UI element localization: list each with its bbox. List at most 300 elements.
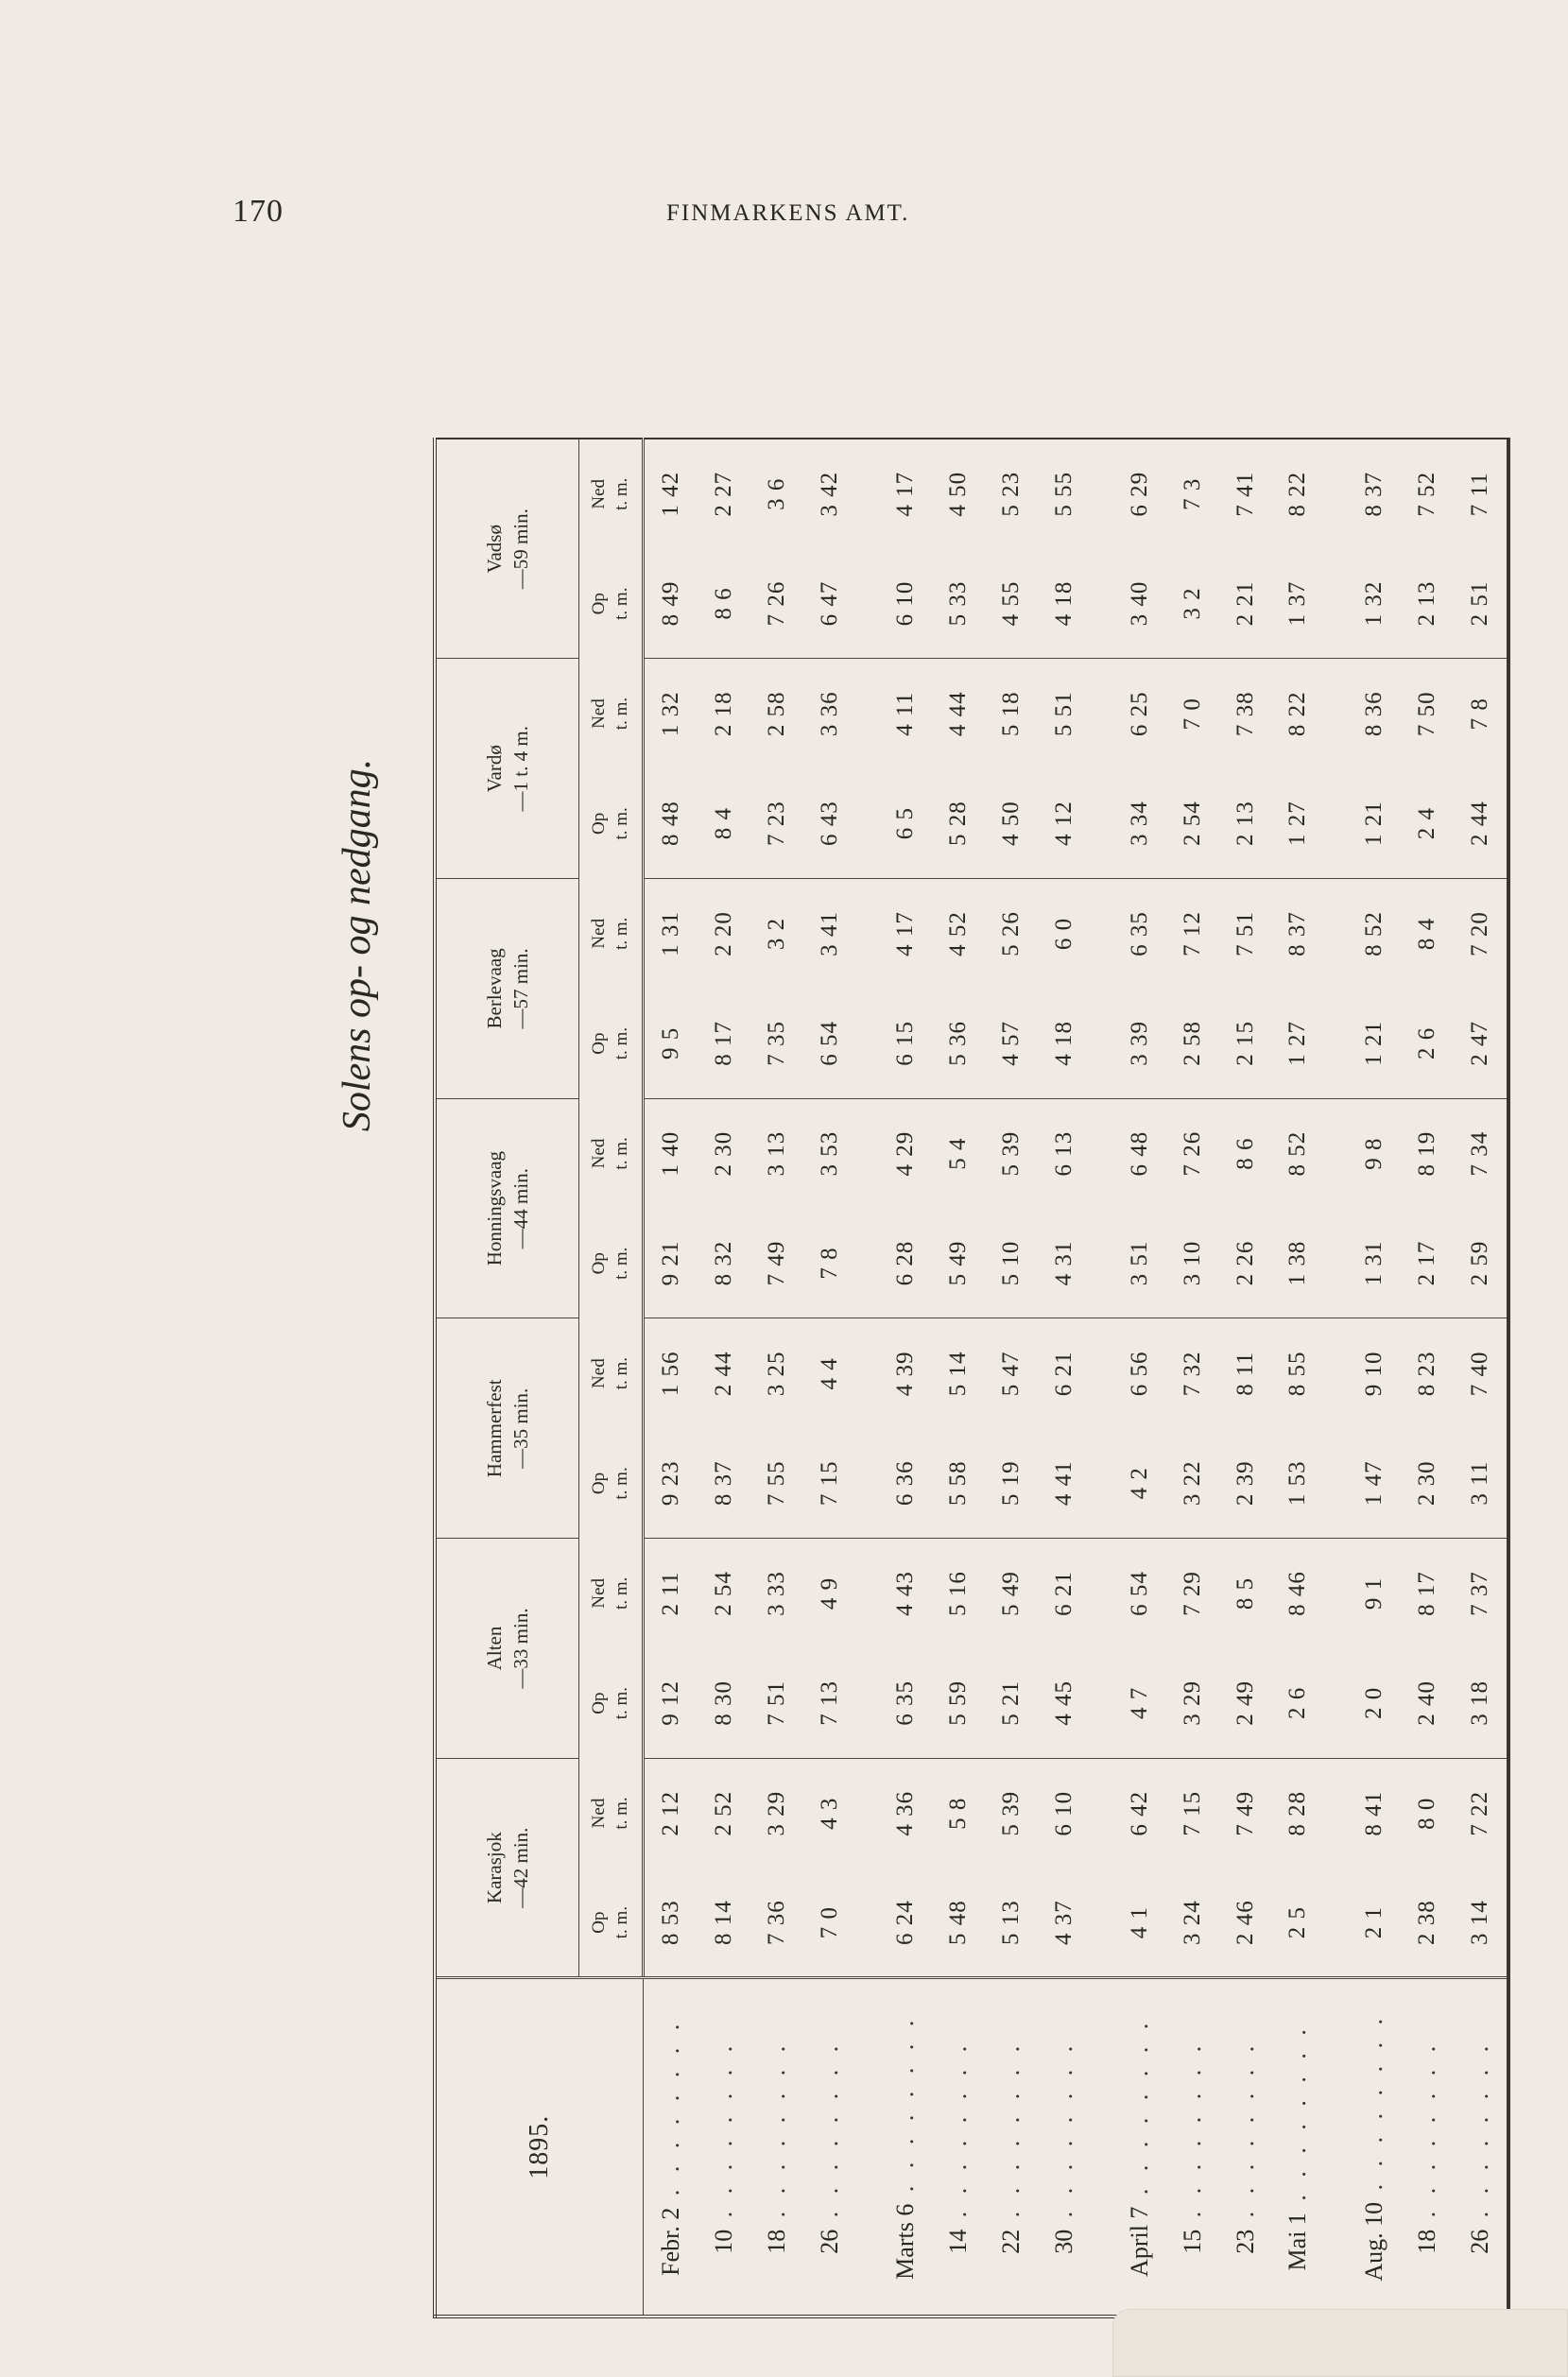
sunrise-time-cell: 6 36 [879, 1428, 932, 1538]
date-cell [1219, 1978, 1272, 2317]
sunrise-time-cell: 4 57 [985, 989, 1038, 1098]
sunrise-time-cell: 5 13 [985, 1869, 1038, 1978]
sunset-time-cell: 8 23 [1413, 1351, 1439, 1397]
spacer-cell [856, 989, 879, 1098]
sunrise-time-cell: 7 13 [803, 1648, 856, 1758]
date-label: 22 [996, 2229, 1025, 2254]
sunset-time-cell: 6 25 [1126, 691, 1152, 737]
sunrise-time-cell: 2 38 [1401, 1869, 1454, 1978]
spacer-cell [1091, 439, 1113, 549]
date-cell [1038, 1978, 1091, 2317]
sunset-time-cell: 3 36 [816, 691, 842, 737]
location-time-offset: —44 min. [509, 1168, 532, 1249]
sunset-time-cell: 8 41 [1360, 1790, 1387, 1836]
sunset-time-cell: 6 42 [1126, 1790, 1152, 1836]
location-time-offset: —1 t. 4 m. [509, 726, 532, 812]
leader-dots: . . . . . . . . [1049, 2040, 1077, 2230]
column-label: Op [589, 1032, 610, 1055]
table-row [879, 439, 932, 2317]
table-row [644, 439, 698, 2317]
sunrise-time-cell: 3 51 [1113, 1209, 1166, 1318]
column-label: Ned [589, 1798, 610, 1829]
sunrise-time-cell: 7 0 [803, 1869, 856, 1978]
table-caption: Solens op- og nedgang. [336, 758, 379, 1132]
sunrise-time-cell: 3 22 [1166, 1428, 1219, 1538]
sunset-time-cell: 2 12 [658, 1790, 684, 1836]
location-name: Vardø [482, 745, 506, 793]
spacer-cell [856, 1648, 879, 1758]
date-label: Marts 6 [891, 2203, 920, 2280]
table-row [803, 439, 856, 2317]
sunset-time-cell: 7 15 [1179, 1790, 1205, 1836]
spacer-cell [1091, 1318, 1113, 1428]
op-column-header [579, 1428, 644, 1538]
location-header [435, 659, 579, 879]
ned-column-header [579, 879, 644, 989]
sunrise-time-cell: 2 4 [1401, 768, 1454, 878]
sunset-time-cell: 9 8 [1360, 1137, 1387, 1170]
sunset-time-cell: 3 13 [764, 1130, 790, 1177]
sunset-time-cell: 3 6 [764, 477, 790, 510]
location-header [435, 1318, 579, 1539]
column-units: t. m. [612, 1576, 631, 1610]
sunrise-time-cell: 3 40 [1113, 549, 1166, 659]
spacer-cell [1091, 1209, 1113, 1318]
location-time-offset: —59 min. [509, 508, 532, 590]
sunrise-time-cell: 5 58 [932, 1428, 985, 1538]
column-label: Op [589, 812, 610, 835]
column-label: Ned [589, 1358, 610, 1388]
spacer-cell [1324, 1758, 1347, 1868]
sunrise-time-cell: 7 35 [750, 989, 803, 1098]
sunset-time-cell: 4 39 [892, 1351, 919, 1397]
group-spacer [1091, 439, 1113, 2317]
sunrise-time-cell: 4 1 [1113, 1869, 1166, 1978]
sunrise-time-cell: 5 21 [985, 1648, 1038, 1758]
sunrise-time-cell: 4 50 [985, 768, 1038, 878]
sunrise-time-cell: 6 24 [879, 1869, 932, 1978]
sunset-time-cell: 7 8 [1466, 698, 1492, 731]
date-label: 10 [710, 2229, 738, 2254]
spacer-cell [1324, 989, 1347, 1098]
column-units: t. m. [612, 917, 631, 950]
sunset-time-cell: 4 43 [892, 1571, 919, 1616]
sunrise-time-cell: 5 59 [932, 1648, 985, 1758]
sunset-time-cell: 2 30 [711, 1130, 737, 1177]
sunrise-time-cell: 8 6 [698, 549, 750, 659]
leader-dots: . . . . . . . . [763, 2040, 791, 2230]
sunrise-time-cell: 8 53 [644, 1869, 698, 1978]
spacer-cell [856, 1758, 879, 1868]
sunset-time-cell: 2 58 [764, 691, 790, 737]
spacer-cell [1324, 1869, 1347, 1978]
leader-dots: . . . . . . . . [891, 2014, 920, 2204]
date-cell [1272, 1978, 1325, 2317]
sunrise-time-cell: 7 23 [750, 768, 803, 878]
table-header-locations [435, 439, 579, 2317]
group-spacer [856, 439, 879, 2317]
location-name: Hammerfest [482, 1379, 506, 1478]
column-units: t. m. [612, 1797, 631, 1830]
spacer-cell [1091, 989, 1113, 1098]
sunset-time-cell: 8 37 [1360, 471, 1387, 517]
sunrise-time-cell: 2 6 [1401, 989, 1454, 1098]
sunset-time-cell: 7 34 [1466, 1130, 1492, 1177]
sunrise-time-cell: 1 37 [1272, 549, 1325, 659]
sunset-time-cell: 7 38 [1232, 691, 1258, 737]
spacer-cell [1091, 1758, 1113, 1868]
leader-dots: . . . . . . . . [1412, 2040, 1440, 2230]
sunrise-time-cell: 1 27 [1272, 768, 1325, 878]
sunrise-time-cell: 5 19 [985, 1428, 1038, 1538]
sunrise-time-cell: 1 32 [1348, 549, 1401, 659]
spacer-cell [856, 1318, 879, 1428]
date-label: 26 [1465, 2229, 1493, 2254]
sunrise-time-cell: 8 14 [698, 1869, 750, 1978]
sunset-time-cell: 4 50 [944, 471, 971, 517]
sunrise-time-cell: 8 32 [698, 1209, 750, 1318]
sunset-time-cell: 8 0 [1413, 1797, 1439, 1830]
sunset-time-cell: 1 42 [658, 471, 684, 517]
spacer-cell [1324, 1209, 1347, 1318]
table-row [1038, 439, 1091, 2317]
sunset-time-cell: 5 47 [997, 1351, 1024, 1397]
leader-dots: . . . . . . . . [1465, 2040, 1493, 2230]
sunrise-time-cell: 8 4 [698, 768, 750, 878]
sunrise-time-cell: 3 34 [1113, 768, 1166, 878]
date-label: Aug. 10 [1359, 2201, 1387, 2282]
column-units: t. m. [612, 1467, 631, 1500]
sunset-time-cell: 2 44 [711, 1351, 737, 1397]
op-column-header [579, 1648, 644, 1758]
ned-column-header [579, 1098, 644, 1208]
leader-dots: . . . . . . . . [1359, 2012, 1387, 2202]
column-label: Op [589, 593, 610, 615]
sunset-time-cell: 9 1 [1360, 1576, 1387, 1611]
sunrise-time-cell: 2 49 [1219, 1648, 1272, 1758]
table-row [1113, 439, 1166, 2317]
paper-stain [1112, 2309, 1568, 2377]
sunset-time-cell: 6 10 [1050, 1790, 1077, 1836]
location-time-offset: —35 min. [509, 1387, 532, 1469]
op-column-header [579, 768, 644, 878]
sunrise-time-cell: 5 10 [985, 1209, 1038, 1318]
column-units: t. m. [612, 1026, 631, 1060]
sunrise-time-cell: 2 6 [1272, 1648, 1325, 1758]
sunset-time-cell: 4 3 [816, 1797, 842, 1830]
location-time-offset: —57 min. [509, 948, 532, 1029]
sunset-time-cell: 8 52 [1284, 1130, 1311, 1177]
sunrise-time-cell: 6 5 [879, 768, 932, 878]
sunrise-sunset-table [433, 438, 1510, 2318]
spacer-cell [856, 1539, 879, 1648]
sunset-time-cell: 5 26 [997, 911, 1024, 956]
sunset-time-cell: 5 55 [1050, 471, 1077, 517]
sunset-time-cell: 8 17 [1413, 1571, 1439, 1616]
spacer-cell [856, 1978, 879, 2317]
sunset-time-cell: 8 46 [1284, 1571, 1311, 1616]
sunset-time-cell: 7 20 [1466, 911, 1492, 956]
table-row [1348, 439, 1401, 2317]
sunset-time-cell: 7 29 [1179, 1571, 1205, 1616]
date-cell [1166, 1978, 1219, 2317]
date-cell [1348, 1978, 1401, 2317]
sunrise-time-cell: 3 39 [1113, 989, 1166, 1098]
sunrise-time-cell: 7 15 [803, 1428, 856, 1538]
column-units: t. m. [612, 1686, 631, 1720]
sunrise-time-cell: 7 26 [750, 549, 803, 659]
sunset-time-cell: 5 49 [997, 1571, 1024, 1616]
group-spacer [1324, 439, 1347, 2317]
sunset-time-cell: 8 28 [1284, 1790, 1311, 1836]
sunset-time-cell: 7 52 [1413, 471, 1439, 517]
ned-column-header [579, 659, 644, 768]
column-units: t. m. [612, 807, 631, 840]
location-name: Honningsvaag [482, 1150, 506, 1266]
sunrise-time-cell: 1 53 [1272, 1428, 1325, 1538]
column-units: t. m. [612, 697, 631, 731]
date-cell [750, 1978, 803, 2317]
sunset-time-cell: 8 52 [1360, 911, 1387, 956]
sunset-time-cell: 8 37 [1284, 911, 1311, 956]
spacer-cell [1324, 439, 1347, 549]
sunrise-time-cell: 2 13 [1219, 768, 1272, 878]
column-units: t. m. [612, 1247, 631, 1280]
ned-column-header [579, 439, 644, 549]
sunset-time-cell: 5 23 [997, 471, 1024, 517]
sunrise-time-cell: 4 37 [1038, 1869, 1091, 1978]
date-label: April 7 [1125, 2206, 1153, 2277]
sunset-time-cell: 8 11 [1232, 1351, 1258, 1396]
sunset-time-cell: 8 36 [1360, 691, 1387, 737]
sunset-time-cell: 6 29 [1126, 471, 1152, 517]
sunrise-time-cell: 7 55 [750, 1428, 803, 1538]
column-label: Ned [589, 698, 610, 729]
sunset-time-cell: 7 41 [1232, 471, 1258, 517]
date-label: Febr. 2 [656, 2207, 684, 2276]
spacer-cell [1324, 1978, 1347, 2317]
spacer-cell [856, 1098, 879, 1208]
spacer-cell [1091, 768, 1113, 878]
sunrise-time-cell: 6 54 [803, 989, 856, 1098]
sunset-time-cell: 7 12 [1179, 911, 1205, 956]
date-cell [985, 1978, 1038, 2317]
sunset-time-cell: 7 11 [1466, 472, 1492, 517]
sunset-time-cell: 2 20 [711, 911, 737, 956]
sunset-time-cell: 5 4 [944, 1137, 971, 1170]
sunset-time-cell: 1 40 [658, 1130, 684, 1177]
sunrise-time-cell: 7 49 [750, 1209, 803, 1318]
sunrise-time-cell: 1 47 [1348, 1428, 1401, 1538]
sunrise-time-cell: 6 47 [803, 549, 856, 659]
date-label: 30 [1049, 2229, 1077, 2254]
sunset-time-cell: 5 16 [944, 1571, 971, 1616]
sunrise-time-cell: 9 12 [644, 1648, 698, 1758]
sunset-time-cell: 7 51 [1232, 911, 1258, 956]
sunset-time-cell: 2 11 [658, 1571, 684, 1616]
sunset-time-cell: 8 55 [1284, 1351, 1311, 1397]
sunrise-time-cell: 1 27 [1272, 989, 1325, 1098]
spacer-cell [1324, 768, 1347, 878]
sunrise-time-cell: 6 15 [879, 989, 932, 1098]
table-row [1401, 439, 1454, 2317]
date-cell [1401, 1978, 1454, 2317]
column-label: Op [589, 1692, 610, 1714]
ned-column-header [579, 1318, 644, 1428]
date-cell [698, 1978, 750, 2317]
sunset-time-cell: 4 29 [892, 1130, 919, 1177]
table-row [750, 439, 803, 2317]
column-label: Ned [589, 918, 610, 949]
table-row [932, 439, 985, 2317]
date-cell [803, 1978, 856, 2317]
sunrise-time-cell: 6 43 [803, 768, 856, 878]
sunrise-time-cell: 1 21 [1348, 989, 1401, 1098]
spacer-cell [856, 439, 879, 549]
column-label: Ned [589, 1138, 610, 1169]
sunrise-time-cell: 2 21 [1219, 549, 1272, 659]
sunrise-time-cell: 6 28 [879, 1209, 932, 1318]
date-label: 23 [1231, 2229, 1259, 2254]
column-units: t. m. [612, 1905, 631, 1939]
leader-dots: . . . . . . . . [1231, 2040, 1259, 2230]
spacer-cell [1091, 1539, 1113, 1648]
spacer-cell [856, 1869, 879, 1978]
sunset-time-cell: 6 13 [1050, 1130, 1077, 1177]
sunset-time-cell: 4 17 [892, 471, 919, 517]
location-header [435, 1098, 579, 1318]
sunrise-time-cell: 4 18 [1038, 989, 1091, 1098]
sunset-time-cell: 2 18 [711, 691, 737, 737]
sunrise-time-cell: 8 49 [644, 549, 698, 659]
sunset-time-cell: 6 48 [1126, 1130, 1152, 1177]
sunrise-time-cell: 2 46 [1219, 1869, 1272, 1978]
sunset-time-cell: 5 39 [997, 1790, 1024, 1836]
sunset-time-cell: 8 22 [1284, 471, 1311, 517]
op-column-header [579, 549, 644, 659]
leader-dots: . . . . . . . . [815, 2040, 843, 2230]
sunset-time-cell: 7 40 [1466, 1351, 1492, 1397]
spacer-cell [1091, 659, 1113, 768]
running-title: FINMARKENS AMT. [666, 200, 910, 226]
sunset-time-cell: 4 36 [892, 1790, 919, 1836]
date-label: 18 [1412, 2229, 1440, 2254]
sunrise-time-cell: 3 18 [1453, 1648, 1508, 1758]
sunset-time-cell: 2 52 [711, 1790, 737, 1836]
sunset-time-cell: 7 32 [1179, 1351, 1205, 1397]
sunset-time-cell: 1 31 [658, 911, 684, 956]
sunset-time-cell: 6 54 [1126, 1571, 1152, 1616]
table-row [1166, 439, 1219, 2317]
column-label: Ned [589, 1577, 610, 1609]
sunrise-time-cell: 4 55 [985, 549, 1038, 659]
sunrise-time-cell: 2 54 [1166, 768, 1219, 878]
sunrise-time-cell: 9 23 [644, 1428, 698, 1538]
sunset-time-cell: 9 10 [1360, 1351, 1387, 1397]
spacer-cell [1324, 549, 1347, 659]
sunset-time-cell: 2 27 [711, 471, 737, 517]
column-label: Op [589, 1472, 610, 1495]
sunrise-time-cell: 2 39 [1219, 1428, 1272, 1538]
location-header [435, 439, 579, 659]
sunrise-time-cell: 8 37 [698, 1428, 750, 1538]
sunset-time-cell: 5 14 [944, 1351, 971, 1397]
sunset-time-cell: 8 22 [1284, 691, 1311, 737]
sunset-time-cell: 5 51 [1050, 691, 1077, 737]
sunset-time-cell: 5 8 [944, 1797, 971, 1830]
sunrise-time-cell: 3 11 [1453, 1428, 1508, 1538]
sunrise-time-cell: 5 33 [932, 549, 985, 659]
sunset-time-cell: 4 9 [816, 1576, 842, 1611]
spacer-cell [1324, 1098, 1347, 1208]
location-header [435, 1758, 579, 1978]
spacer-cell [1324, 1648, 1347, 1758]
leader-dots: . . . . . . . . [1178, 2040, 1206, 2230]
spacer-cell [856, 1209, 879, 1318]
sunrise-time-cell: 6 10 [879, 549, 932, 659]
ned-column-header [579, 1758, 644, 1868]
sunset-time-cell: 8 4 [1413, 917, 1439, 951]
spacer-cell [856, 659, 879, 768]
sunrise-time-cell: 3 29 [1166, 1648, 1219, 1758]
spacer-cell [1091, 879, 1113, 989]
spacer-cell [1091, 1428, 1113, 1538]
sunrise-time-cell: 2 5 [1272, 1869, 1325, 1978]
sunrise-time-cell: 2 51 [1453, 549, 1508, 659]
sunrise-time-cell: 1 31 [1348, 1209, 1401, 1318]
table-row [1219, 439, 1272, 2317]
sunset-time-cell: 4 17 [892, 911, 919, 956]
sunrise-time-cell: 7 36 [750, 1869, 803, 1978]
sunrise-time-cell: 7 51 [750, 1648, 803, 1758]
location-name: Alten [482, 1626, 506, 1671]
sunset-time-cell: 8 6 [1232, 1137, 1258, 1170]
date-label: Mai 1 [1284, 2213, 1312, 2271]
column-label: Op [589, 1252, 610, 1275]
sunrise-time-cell: 2 59 [1453, 1209, 1508, 1318]
date-cell [879, 1978, 932, 2317]
sunset-time-cell: 3 33 [764, 1571, 790, 1616]
sunset-time-cell: 8 19 [1413, 1130, 1439, 1177]
sunset-time-cell: 3 2 [764, 917, 790, 951]
date-label: 14 [943, 2229, 972, 2254]
sunset-time-cell: 2 54 [711, 1571, 737, 1616]
sunset-time-cell: 6 21 [1050, 1351, 1077, 1397]
date-label: 18 [763, 2229, 791, 2254]
column-units: t. m. [612, 477, 631, 510]
sunrise-time-cell: 5 28 [932, 768, 985, 878]
sunrise-time-cell: 2 30 [1401, 1428, 1454, 1538]
sunrise-time-cell: 1 21 [1348, 768, 1401, 878]
spacer-cell [1324, 659, 1347, 768]
sunrise-time-cell: 8 17 [698, 989, 750, 1098]
ned-column-header [579, 1539, 644, 1648]
sunrise-time-cell: 8 48 [644, 768, 698, 878]
sunrise-time-cell: 4 18 [1038, 549, 1091, 659]
sunset-time-cell: 1 32 [658, 691, 684, 737]
sunset-time-cell: 7 0 [1179, 698, 1205, 731]
sunrise-time-cell: 9 5 [644, 989, 698, 1098]
date-cell [644, 1978, 698, 2317]
sunset-time-cell: 5 39 [997, 1130, 1024, 1177]
table-row [698, 439, 750, 2317]
sunrise-time-cell: 2 47 [1453, 989, 1508, 1098]
sunrise-time-cell: 4 41 [1038, 1428, 1091, 1538]
column-units: t. m. [612, 1356, 631, 1390]
spacer-cell [856, 879, 879, 989]
year-header: 1895. [435, 1978, 644, 2317]
sunrise-time-cell: 3 24 [1166, 1869, 1219, 1978]
